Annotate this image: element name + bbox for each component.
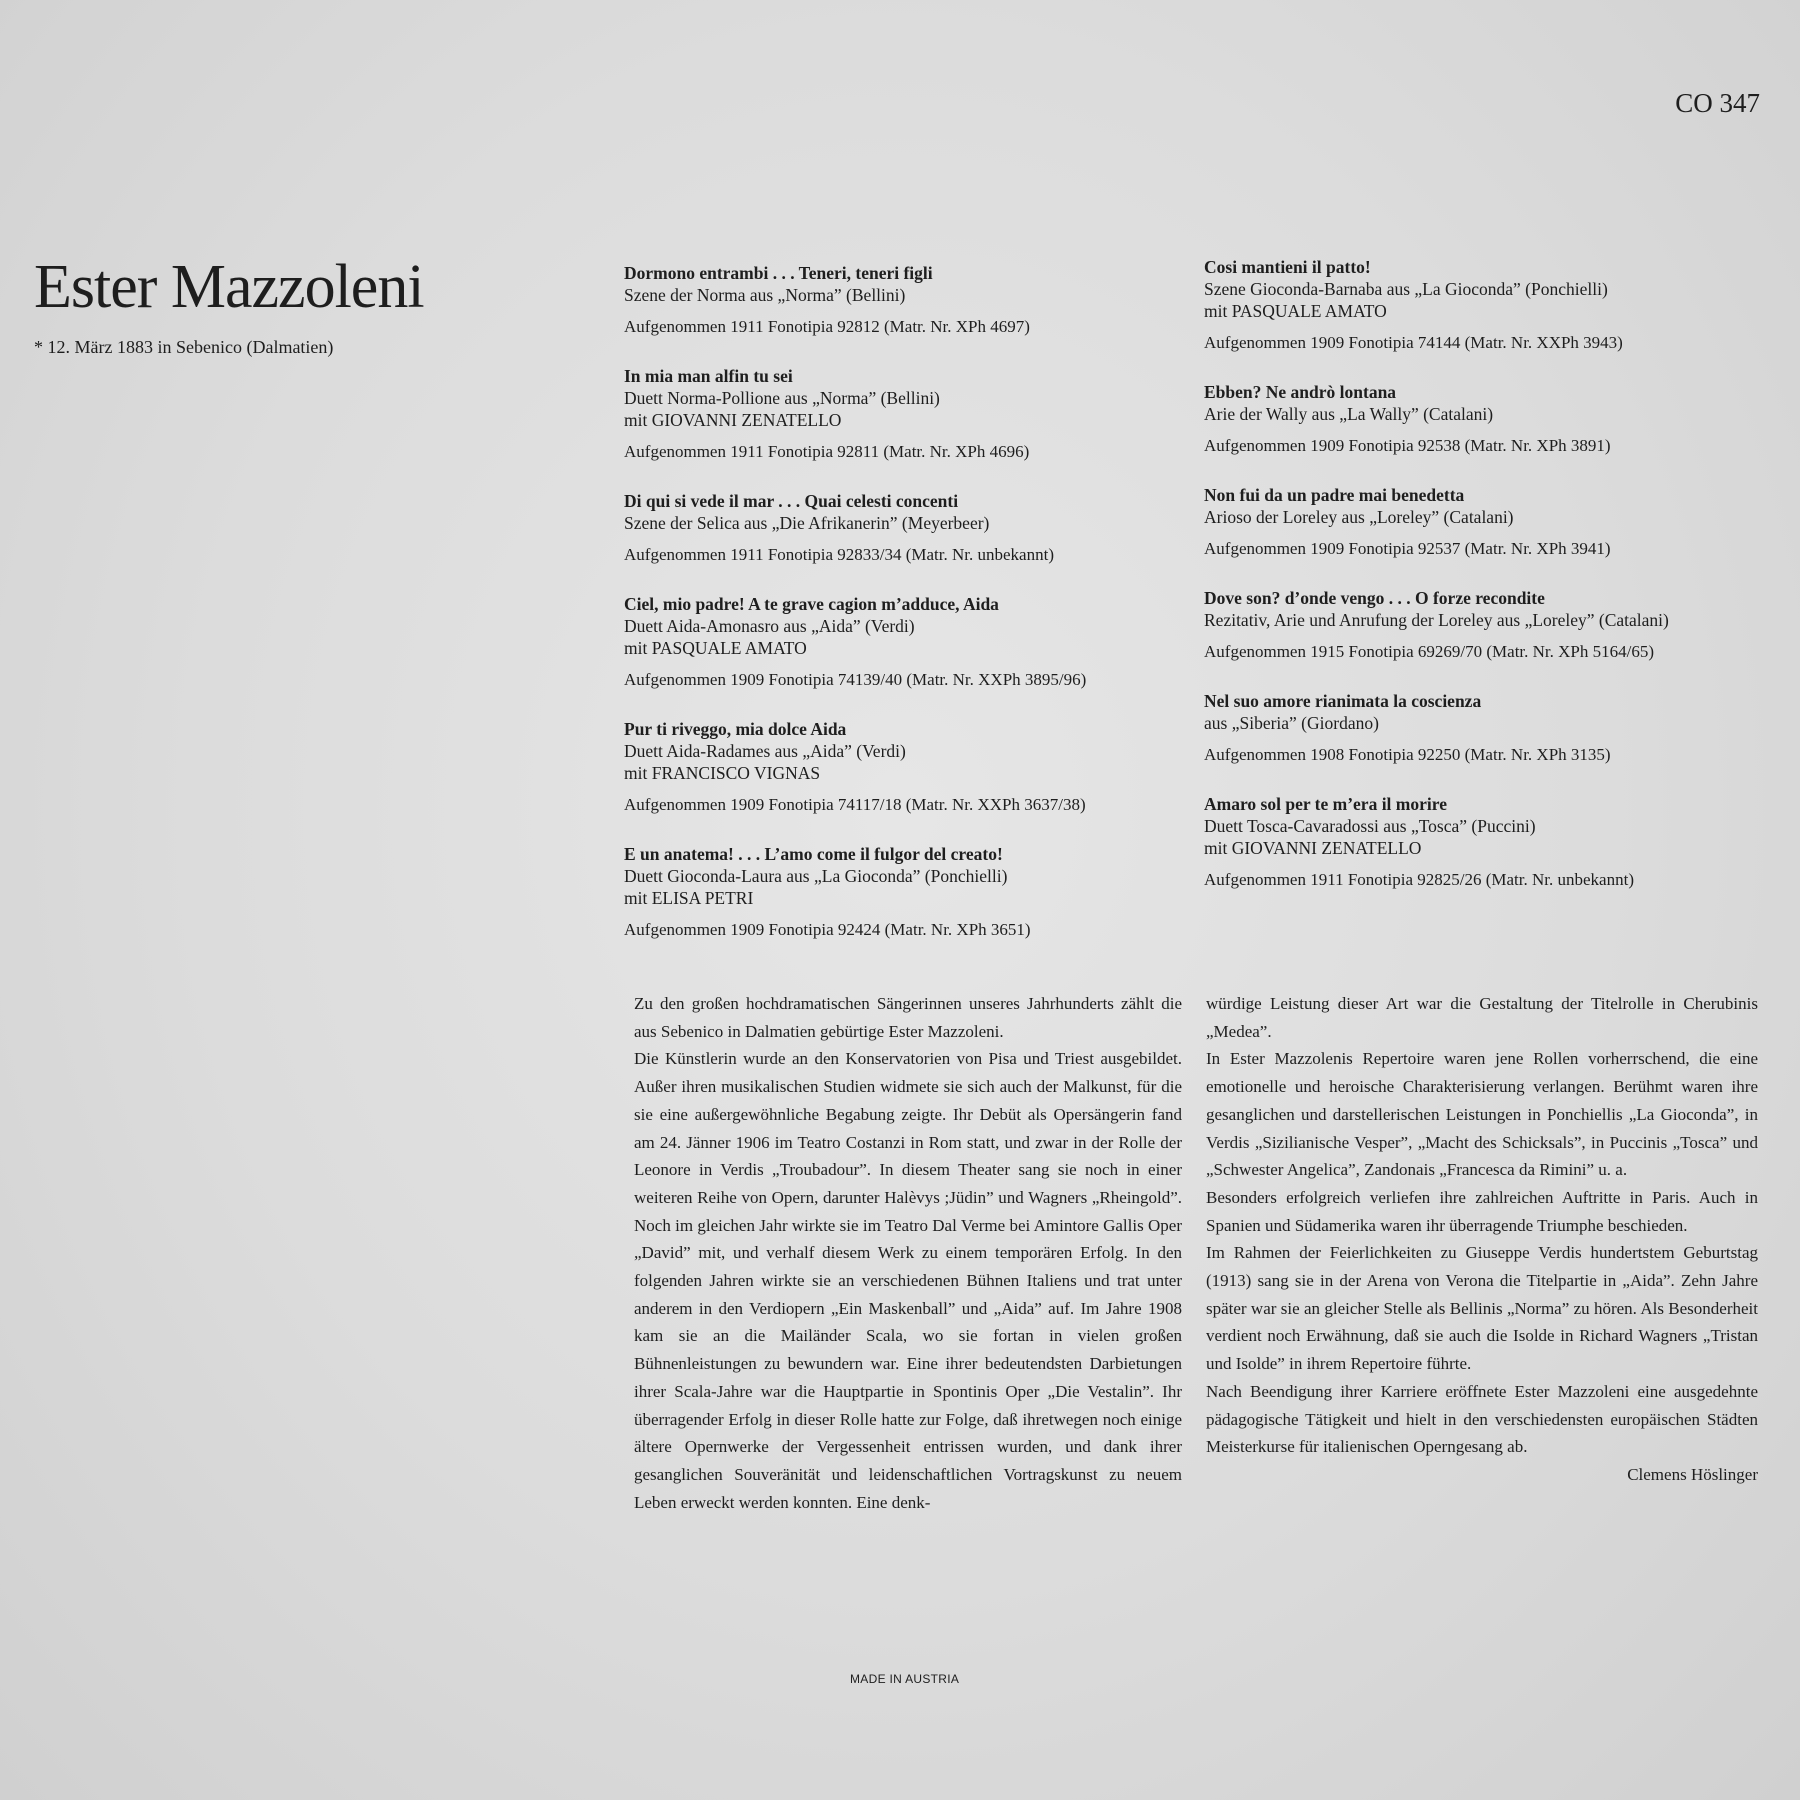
- track-description: Rezitativ, Arie und Anrufung der Loreley aus „Loreley” (Catalani): [1204, 610, 1669, 630]
- track-description: Arioso der Loreley aus „Loreley” (Catalani): [1204, 507, 1514, 527]
- track-title: Amaro sol per te m’era il morire: [1204, 794, 1447, 814]
- catalog-number: CO 347: [1675, 88, 1760, 118]
- track-title: Ebben? Ne andrò lontana: [1204, 382, 1397, 402]
- biography-paragraph: Besonders erfolgreich verliefen ihre zahlreichen Auftritte in Paris. Auch in Spanien und Südamerika waren ihr überragende Triumphe beschieden.: [1206, 1187, 1758, 1235]
- track-title: Dove son? d’onde vengo . . . O forze recondite: [1204, 588, 1545, 608]
- track-description: Arie der Wally aus „La Wally” (Catalani): [1204, 404, 1494, 424]
- track-title: E un anatema! . . . L’amo come il fulgor del creato!: [624, 844, 1003, 864]
- track-title: Pur ti riveggo, mia dolce Aida: [624, 719, 847, 739]
- track-guest: mit FRANCISCO VIGNAS: [624, 763, 821, 783]
- tracklist-column-left: [624, 262, 1124, 968]
- track-recording: Aufgenommen 1908 Fonotipia 92250 (Matr. Nr. XPh 3135): [1204, 745, 1611, 764]
- track-guest: mit GIOVANNI ZENATELLO: [624, 410, 842, 430]
- biography-paragraph: Im Rahmen der Feierlichkeiten zu Giuseppe Verdis hundertstem Geburtstag (1913) sang sie in der Arena von Verona die Titelpartie in „Aida”. Zehn Jahre später war sie an gleicher Stelle als Bellinis „Norma” zu hören. Als Besonderheit verdient noch Erwähnung, daß sie auch die Isolde in Richard Wagners „Tristan und Isolde” in ihrem Repertoire führte.: [1206, 1243, 1758, 1374]
- track-recording: Aufgenommen 1909 Fonotipia 74117/18 (Matr. Nr. XXPh 3637/38): [624, 795, 1086, 814]
- track-guest: mit PASQUALE AMATO: [1204, 301, 1387, 321]
- track-description: Duett Aida-Amonasro aus „Aida” (Verdi): [624, 616, 915, 636]
- track-title: Cosi mantieni il patto!: [1204, 257, 1371, 277]
- biography-paragraph: Zu den großen hochdramatischen Sängerinnen unseres Jahrhunderts zählt die aus Sebenico in Dalmatien gebürtige Ester Mazzoleni.: [634, 994, 1182, 1041]
- track-recording: Aufgenommen 1911 Fonotipia 92825/26 (Matr. Nr. unbekannt): [1204, 870, 1634, 889]
- biography-paragraph: würdige Leistung dieser Art war die Gestaltung der Titelrolle in Cherubinis „Medea”.: [1206, 994, 1758, 1041]
- tracklist-column-right: [1204, 256, 1744, 918]
- track-item: [1204, 793, 1744, 891]
- track-item: [1204, 381, 1744, 457]
- track-recording: Aufgenommen 1909 Fonotipia 74144 (Matr. Nr. XXPh 3943): [1204, 333, 1623, 352]
- track-guest: mit ELISA PETRI: [624, 888, 754, 908]
- track-description: Duett Gioconda-Laura aus „La Gioconda” (Ponchielli): [624, 866, 1008, 886]
- track-item: [624, 490, 1124, 566]
- track-description: Duett Norma-Pollione aus „Norma” (Bellini): [624, 388, 940, 408]
- track-title: Non fui da un padre mai benedetta: [1204, 485, 1465, 505]
- track-guest: mit GIOVANNI ZENATELLO: [1204, 838, 1422, 858]
- biography-paragraph: In Ester Mazzolenis Repertoire waren jene Rollen vorherrschend, die eine emotionelle und heroische Charakterisierung verlangen. Berühmt waren ihre gesanglichen und darstellerischen Leistungen in Ponchiellis „La Gioconda”, in Verdis „Sizilianische Vesper”, „Macht des Schicksals”, in Puccinis „Tosca” und „Schwester Angelica”, Zandonais „Francesca da Rimini” u. a.: [1206, 1049, 1758, 1180]
- track-recording: Aufgenommen 1909 Fonotipia 74139/40 (Matr. Nr. XXPh 3895/96): [624, 670, 1087, 689]
- biography-paragraph: Nach Beendigung ihrer Karriere eröffnete Ester Mazzoleni eine ausgedehnte pädagogische Tätigkeit und hielt in den verschiedensten europäischen Städten Meisterkurse für italienischen Operngesang ab.: [1206, 1381, 1758, 1457]
- track-item: [1204, 256, 1744, 354]
- track-title: Dormono entrambi . . . Teneri, teneri figli: [624, 263, 933, 283]
- artist-name: Ester Mazzoleni: [34, 253, 424, 321]
- track-item: [624, 593, 1124, 691]
- artist-birth: * 12. März 1883 in Sebenico (Dalmatien): [34, 337, 334, 357]
- biography-column-right: [1206, 990, 1758, 1489]
- track-description: aus „Siberia” (Giordano): [1204, 713, 1379, 733]
- track-recording: Aufgenommen 1911 Fonotipia 92833/34 (Matr. Nr. unbekannt): [624, 545, 1054, 564]
- track-recording: Aufgenommen 1909 Fonotipia 92538 (Matr. Nr. XPh 3891): [1204, 436, 1611, 455]
- author-signature: Clemens Höslinger: [1627, 1464, 1758, 1484]
- track-description: Duett Tosca-Cavaradossi aus „Tosca” (Puccini): [1204, 816, 1536, 836]
- track-title: Nel suo amore rianimata la coscienza: [1204, 691, 1482, 711]
- track-item: [624, 718, 1124, 816]
- track-title: In mia man alfin tu sei: [624, 366, 793, 386]
- track-item: [1204, 484, 1744, 560]
- track-item: [624, 262, 1124, 338]
- track-recording: Aufgenommen 1911 Fonotipia 92811 (Matr. Nr. XPh 4696): [624, 442, 1030, 461]
- track-description: Szene der Selica aus „Die Afrikanerin” (Meyerbeer): [624, 513, 990, 533]
- track-title: Ciel, mio padre! A te grave cagion m’adduce, Aida: [624, 594, 999, 614]
- track-recording: Aufgenommen 1911 Fonotipia 92812 (Matr. Nr. XPh 4697): [624, 317, 1030, 336]
- track-description: Szene Gioconda-Barnaba aus „La Gioconda” (Ponchielli): [1204, 279, 1608, 299]
- biography-paragraph: Die Künstlerin wurde an den Konservatorien von Pisa und Triest ausgebildet. Außer ihren musikalischen Studien widmete sie sich auch der Malkunst, für die sie eine außergewöhnliche Begabung zeigte. Ihr Debüt als Opersängerin fand am 24. Jänner 1906 im Teatro Costanzi in Rom statt, und zwar in der Rolle der Leonore in Verdis „Troubadour”. In diesem Theater sang sie noch in einer weiteren Reihe von Opern, darunter Halèvys ;Jüdin” und Wagners „Rheingold”. Noch im gleichen Jahr wirkte sie im Teatro Dal Verme bei Amintore Gallis Oper „David” mit, und verhalf diesem Werk zu einem temporären Erfolg. In den folgenden Jahren wirkte sie an verschiedenen Bühnen Italiens und trat unter anderem in den Verdiopern „Ein Maskenball” und „Aida” auf. Im Jahre 1908 kam sie an die Mailänder Scala, wo sie fortan in vielen großen Bühnenleistungen zu bewundern war. Eine ihrer bedeutendsten Darbietungen ihrer Scala-Jahre war die Hauptpartie in Spontinis Oper „Die Vestalin”. Ihr überragender Erfolg in dieser Rolle hatte zur Folge, daß ihretwegen noch einige ältere Opernwerke der Vergessenheit entrissen wurden, und dank ihrer gesanglichen Souveränität und leidenschaftlichen Vortragskunst zu neuem Leben erweckt werden konnten. Eine denk-: [634, 1049, 1182, 1512]
- track-recording: Aufgenommen 1915 Fonotipia 69269/70 (Matr. Nr. XPh 5164/65): [1204, 642, 1655, 661]
- biography-column-left: [634, 990, 1182, 1516]
- track-description: Szene der Norma aus „Norma” (Bellini): [624, 285, 906, 305]
- track-item: [624, 843, 1124, 941]
- track-item: [1204, 690, 1744, 766]
- track-title: Di qui si vede il mar . . . Quai celesti concenti: [624, 491, 959, 511]
- track-guest: mit PASQUALE AMATO: [624, 638, 807, 658]
- track-item: [1204, 587, 1744, 663]
- track-description: Duett Aida-Radames aus „Aida” (Verdi): [624, 741, 906, 761]
- track-recording: Aufgenommen 1909 Fonotipia 92537 (Matr. Nr. XPh 3941): [1204, 539, 1611, 558]
- made-in-label: MADE IN AUSTRIA: [850, 1672, 960, 1686]
- track-recording: Aufgenommen 1909 Fonotipia 92424 (Matr. Nr. XPh 3651): [624, 920, 1031, 939]
- track-item: [624, 365, 1124, 463]
